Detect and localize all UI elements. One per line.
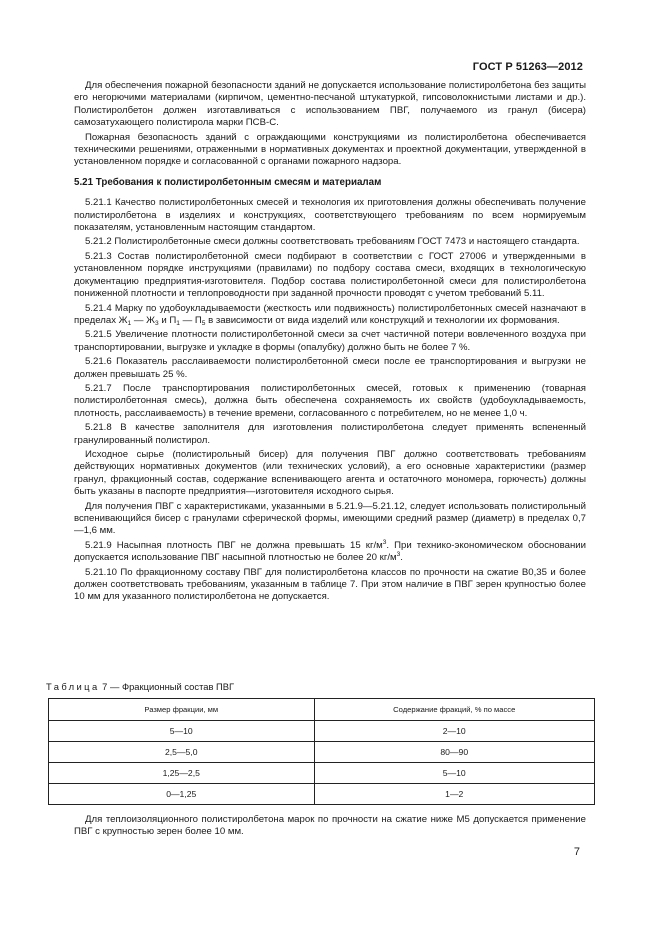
table-cell: 1—2	[314, 784, 595, 805]
clause-5-21-1: 5.21.1 Качество полистиролбетонных смесей и технология их приготовления должны обеспечивать получение полистиролбетона в изделиях и конструкциях, соответствующего требованиям по всем нормируемым показателям, установленным настоящим стандартом.	[74, 197, 586, 234]
paragraph-pvg-beads: Для получения ПВГ с характеристиками, указанными в 5.21.9—5.21.12, следует использовать полистирольный вспенивающийся бисер с гранулами сферической формы, имеющими средний размер (диаметр) в пределах 0,7—1,6 мм.	[74, 500, 586, 537]
clause-text: — П	[179, 314, 202, 326]
table-row	[49, 721, 595, 742]
clause-5-21-4	[74, 303, 586, 328]
table-cell: 5—10	[49, 721, 315, 742]
page-number: 7	[573, 846, 580, 858]
clause-text: и П	[158, 314, 177, 326]
table-row	[49, 784, 595, 805]
clause-5-21-5: 5.21.5 Увеличение плотности полистиролбетонной смеси за счет частичной потери вовлеченного воздуха при транспортировании, выгрузке и укладке в формы (опалубку) должно быть не более 7 %.	[74, 329, 586, 353]
clause-text: 5.21.4 Марку по удобоукладываемости (жесткость или подвижность) полистиролбетонных смесей назначают в пределах Ж	[74, 302, 586, 326]
clause-5-21-7: 5.21.7 После транспортирования полистиролбетонных смесей, готовых к применению (товарная полистиролбетонная смесь), должна быть обеспечена сохраняемость их свойств (удобоукладываемость, плотность, расслаиваемость) в течение времени, согласованного с потребителем, но не менее 1,0 ч.	[74, 382, 586, 419]
table-row	[49, 742, 595, 763]
standard-code-header: ГОСТ Р 51263—2012	[472, 61, 583, 73]
clause-text: . При технико-экономическом обосновании допускается использование ПВГ насыпной плотностью не более 20 кг/м	[74, 539, 586, 564]
table-cell: 5—10	[314, 763, 595, 784]
paragraph-raw-material: Исходное сырье (полистирольный бисер) для получения ПВГ должно соответствовать требованиям действующих нормативных документов (или технических условий), а его основные характеристики (размер гранул, фракционный состав, содержание вспенивающего агента и остаточного мономера, горючесть) должны быть указаны в паспорте предприятия—изготовителя исходного сырья.	[74, 448, 586, 498]
table-cell: 1,25—2,5	[49, 763, 315, 784]
column-header-content: Содержание фракций, % по массе	[314, 699, 595, 721]
table-caption-title: 7 — Фракционный состав ПВГ	[99, 681, 235, 692]
main-text	[74, 80, 586, 606]
table-cell: 80—90	[314, 742, 595, 763]
table-header-row	[49, 699, 595, 721]
clause-5-21-8: 5.21.8 В качестве заполнителя для изготовления полистиролбетона следует применять вспененный гранулированный полистирол.	[74, 422, 586, 446]
subscript: 5	[201, 319, 206, 327]
column-header-size: Размер фракции, мм	[49, 699, 315, 721]
clause-5-21-10: 5.21.10 По фракционному составу ПВГ для полистиролбетона классов по прочности на сжатие В0,35 и более должен соответствовать требованиям, указанным в таблице 7. При этом наличие в ПВГ зерен крупностью более 10 мм для указанного полистиролбетона не допускается.	[74, 566, 586, 603]
clause-text: 5.21.9 Насыпная плотность ПВГ не должна превышать 15 кг/м	[85, 539, 383, 551]
fraction-table	[48, 698, 595, 805]
subscript: 1	[176, 319, 180, 327]
table-cell: 2—10	[314, 721, 595, 742]
subscript: 1	[127, 319, 132, 327]
paragraph-fire-safety-solutions: Пожарная безопасность зданий с ограждающими конструкциями из полистиролбетона обеспечивается техническими решениями, отраженными в нормативных документах и проектной документации, утвержденной в установленном порядке и согласованной с органами пожарного надзора.	[74, 131, 586, 168]
table-row	[49, 763, 595, 784]
paragraph-thermal-insulation: Для теплоизоляционного полистиролбетона марок по прочности на сжатие ниже М5 допускается применение ПВГ с крупностью зерен более 10 мм.	[74, 814, 586, 838]
table-cell: 0—1,25	[49, 784, 315, 805]
paragraph-fire-safety: Для обеспечения пожарной безопасности зданий не допускается использование полистиролбетона без защиты его негорючими материалами (кирпичом, цементно-песчаной штукатуркой, гипсоволокнистыми листами и др.). Полистиролбетон должен изготавливаться с использованием ПВГ, получаемого из гранул (бисера) самозатухающего полистирола марки ПСВ-С.	[74, 80, 586, 129]
clause-text: — Ж	[131, 314, 155, 326]
clause-5-21-6: 5.21.6 Показатель расслаиваемости полистиролбетонной смеси после ее транспортирования и выгрузки не должен превышать 25 %.	[74, 356, 586, 380]
clause-5-21-9	[74, 540, 586, 565]
clause-5-21-2: 5.21.2 Полистиролбетонные смеси должны соответствовать требованиям ГОСТ 7473 и настоящего стандарта.	[85, 236, 580, 248]
table-caption	[46, 681, 234, 692]
table-caption-word: Таблица	[46, 681, 100, 692]
section-heading: 5.21 Требования к полистиролбетонным смесям и материалам	[74, 176, 382, 188]
clause-5-21-3: 5.21.3 Состав полистиролбетонной смеси подбирают в соответствии с ГОСТ 27006 и утвержденными в установленном порядке инструкциями (правилами) по подбору состава смеси, входящих в технологическую документацию предприятия-изготовителя. Подбор состава полистиролбетонной смеси для полистиролбетона пониженной плотности и теплопроводности при заданной прочности проводят с учетом требований 5.11.	[74, 250, 586, 300]
clause-text: в зависимости от вида изделий или конструкций и технологии их формования.	[205, 314, 560, 326]
clause-text: .	[400, 552, 403, 564]
subscript: 3	[155, 319, 159, 327]
superscript: 3	[396, 551, 401, 559]
superscript: 3	[382, 538, 387, 546]
table-cell: 2,5—5,0	[49, 742, 315, 763]
